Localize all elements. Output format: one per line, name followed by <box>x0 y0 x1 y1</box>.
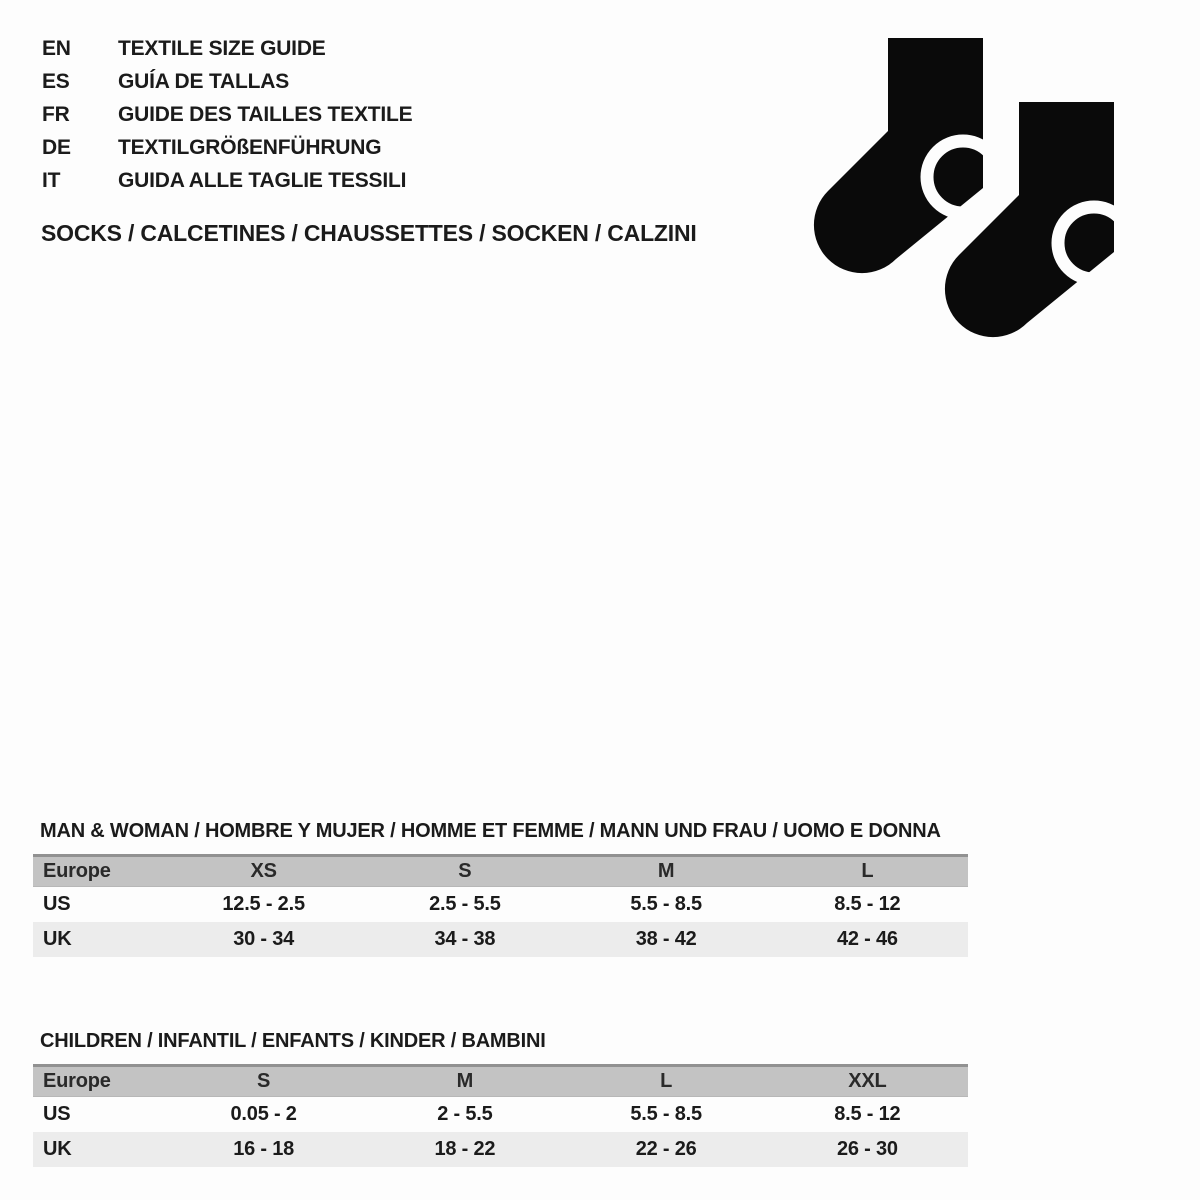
column-header-size: M <box>657 860 675 882</box>
language-list <box>42 32 412 197</box>
row-label: UK <box>43 928 72 950</box>
column-header-region: Europe <box>43 860 111 882</box>
socks-icon <box>805 30 1135 360</box>
column-header-size: L <box>861 860 874 882</box>
column-header-size: S <box>458 860 472 882</box>
size-value: 22 - 26 <box>635 1138 697 1160</box>
column-header-region: Europe <box>43 1070 111 1092</box>
table-header-row <box>33 854 968 887</box>
table-row-uk <box>33 922 968 957</box>
size-value: 0.05 - 2 <box>230 1103 297 1125</box>
table-row-us <box>33 1097 968 1132</box>
size-value: 5.5 - 8.5 <box>630 1103 702 1125</box>
language-code: ES <box>42 70 70 93</box>
size-value: 12.5 - 2.5 <box>222 893 305 915</box>
language-title: GUIDA ALLE TAGLIE TESSILI <box>118 169 407 192</box>
column-header-size: M <box>456 1070 474 1092</box>
language-code: IT <box>42 169 61 192</box>
column-header-size: XS <box>250 860 277 882</box>
language-code: EN <box>42 37 71 60</box>
size-value: 2 - 5.5 <box>437 1103 493 1125</box>
table-title-children: CHILDREN / INFANTIL / ENFANTS / KINDER / BAMBINI <box>40 1030 546 1052</box>
language-code: DE <box>42 136 71 159</box>
table-row-uk <box>33 1132 968 1167</box>
size-value: 38 - 42 <box>635 928 697 950</box>
size-value: 30 - 34 <box>233 928 295 950</box>
size-table-man-woman <box>33 854 968 957</box>
column-header-size: XXL <box>848 1070 887 1092</box>
language-title: TEXTILGRÖßENFÜHRUNG <box>118 136 382 159</box>
row-label: UK <box>43 1138 72 1160</box>
language-title: GUÍA DE TALLAS <box>118 70 290 93</box>
column-header-size: L <box>660 1070 673 1092</box>
language-title: TEXTILE SIZE GUIDE <box>118 37 326 60</box>
size-value: 8.5 - 12 <box>834 893 901 915</box>
table-row-us <box>33 887 968 922</box>
row-label: US <box>43 893 71 915</box>
table-title-man-woman: MAN & WOMAN / HOMBRE Y MUJER / HOMME ET FEMME / MANN UND FRAU / UOMO E DONNA <box>40 820 941 842</box>
language-title: GUIDE DES TAILLES TEXTILE <box>118 103 413 126</box>
size-value: 42 - 46 <box>836 928 898 950</box>
size-value: 18 - 22 <box>434 1138 496 1160</box>
size-value: 34 - 38 <box>434 928 496 950</box>
size-value: 26 - 30 <box>836 1138 898 1160</box>
row-label: US <box>43 1103 71 1125</box>
size-value: 8.5 - 12 <box>834 1103 901 1125</box>
size-value: 2.5 - 5.5 <box>429 893 501 915</box>
language-code: FR <box>42 103 70 126</box>
sock-left <box>814 38 999 273</box>
size-table-children <box>33 1064 968 1167</box>
size-value: 16 - 18 <box>233 1138 295 1160</box>
column-header-size: S <box>257 1070 271 1092</box>
size-value: 5.5 - 8.5 <box>630 893 702 915</box>
product-category-line: SOCKS / CALCETINES / CHAUSSETTES / SOCKEN / CALZINI <box>41 220 697 246</box>
table-header-row <box>33 1064 968 1097</box>
